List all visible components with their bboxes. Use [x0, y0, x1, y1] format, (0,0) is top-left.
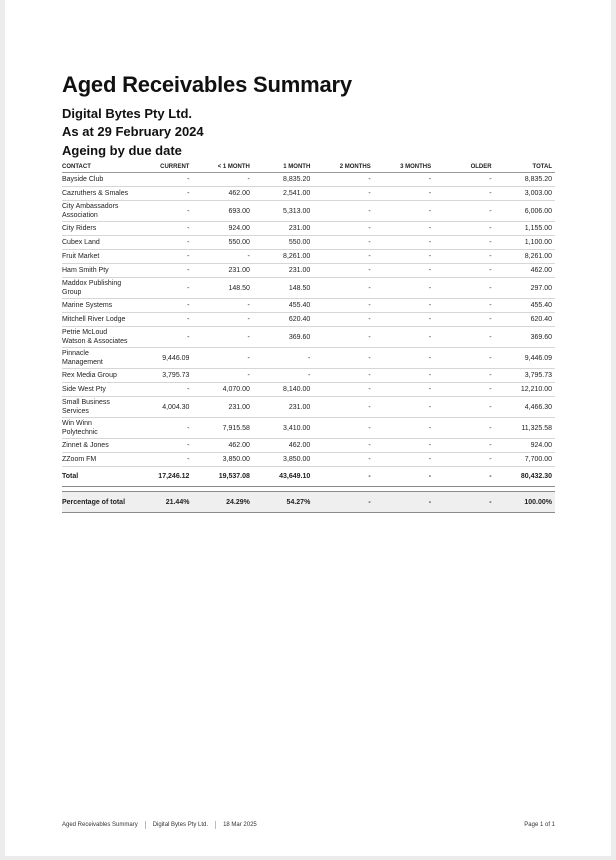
amount-cell: 7,915.58 [192, 418, 252, 439]
column-header: 1 MONTH [253, 160, 313, 173]
amount-cell: 369.60 [253, 327, 313, 348]
contact-name: Ham Smith Pty [62, 264, 132, 278]
amount-cell: - [132, 327, 192, 348]
amount-cell: 3,795.73 [495, 369, 555, 383]
amount-cell: - [313, 299, 373, 313]
amount-cell: 12,210.00 [495, 383, 555, 397]
amount-cell: 462.00 [495, 264, 555, 278]
amount-cell: 231.00 [253, 264, 313, 278]
column-header: TOTAL [495, 160, 555, 173]
amount-cell: - [434, 264, 494, 278]
amount-cell: 231.00 [192, 397, 252, 418]
amount-cell: - [313, 327, 373, 348]
amount-cell: - [313, 439, 373, 453]
amount-cell: - [313, 187, 373, 201]
amount-cell: - [313, 397, 373, 418]
amount-cell: - [374, 250, 434, 264]
amount-cell: 620.40 [253, 313, 313, 327]
amount-cell: - [434, 278, 494, 299]
amount-cell: - [192, 250, 252, 264]
amount-cell: 462.00 [192, 187, 252, 201]
amount-cell: - [313, 278, 373, 299]
table-row [62, 264, 555, 278]
amount-cell: 2,541.00 [253, 187, 313, 201]
contact-name: Pinnacle Management [62, 348, 132, 369]
amount-cell: - [192, 313, 252, 327]
contact-name: ZZoom FM [62, 453, 132, 467]
table-row [62, 299, 555, 313]
amount-cell: 9,446.09 [132, 348, 192, 369]
table-row [62, 397, 555, 418]
amount-cell: 8,835.20 [253, 173, 313, 187]
table-row [62, 369, 555, 383]
amount-cell: - [374, 187, 434, 201]
total-label: Total [62, 467, 132, 487]
amount-cell: - [434, 187, 494, 201]
amount-cell: - [192, 173, 252, 187]
amount-cell: 462.00 [253, 439, 313, 453]
table-row [62, 327, 555, 348]
amount-cell: - [313, 173, 373, 187]
amount-cell: - [374, 236, 434, 250]
amount-cell: - [434, 327, 494, 348]
percentage-cell: 54.27% [253, 492, 313, 513]
amount-cell: - [192, 348, 252, 369]
contact-name: Zinnet & Jones [62, 439, 132, 453]
percentage-cell: 100.00% [495, 492, 555, 513]
contact-name: Side West Pty [62, 383, 132, 397]
percentage-cell: 21.44% [132, 492, 192, 513]
amount-cell: - [192, 369, 252, 383]
contact-name: Cubex Land [62, 236, 132, 250]
amount-cell: 369.60 [495, 327, 555, 348]
amount-cell: - [434, 313, 494, 327]
amount-cell: - [192, 299, 252, 313]
amount-cell: - [132, 383, 192, 397]
amount-cell: 231.00 [253, 222, 313, 236]
contact-name: Rex Media Group [62, 369, 132, 383]
column-header: 2 MONTHS [313, 160, 373, 173]
table-row [62, 187, 555, 201]
amount-cell: - [434, 222, 494, 236]
table-row [62, 383, 555, 397]
amount-cell: - [374, 439, 434, 453]
report-title: Aged Receivables Summary [62, 72, 352, 97]
amount-cell: 8,140.00 [253, 383, 313, 397]
table-header-row [62, 160, 555, 173]
amount-cell: - [374, 222, 434, 236]
amount-cell: 3,410.00 [253, 418, 313, 439]
amount-cell: - [374, 327, 434, 348]
amount-cell: - [132, 201, 192, 222]
amount-cell: 11,325.58 [495, 418, 555, 439]
amount-cell: - [434, 397, 494, 418]
amount-cell: - [132, 278, 192, 299]
contact-name: Mitchell River Lodge [62, 313, 132, 327]
amount-cell: - [434, 348, 494, 369]
amount-cell: 924.00 [192, 222, 252, 236]
amount-cell: - [313, 264, 373, 278]
amount-cell: - [313, 313, 373, 327]
table-row [62, 173, 555, 187]
page-footer [62, 821, 555, 829]
amount-cell: - [313, 383, 373, 397]
amount-cell: - [434, 250, 494, 264]
total-cell: - [434, 467, 494, 487]
total-cell: 19,537.08 [192, 467, 252, 487]
contact-name: Win Winn Polytechnic [62, 418, 132, 439]
amount-cell: 231.00 [192, 264, 252, 278]
table-row [62, 313, 555, 327]
total-cell: 17,246.12 [132, 467, 192, 487]
contact-name: Marine Systems [62, 299, 132, 313]
amount-cell: 3,003.00 [495, 187, 555, 201]
amount-cell: - [374, 397, 434, 418]
contact-name: Petrie McLoud Watson & Associates [62, 327, 132, 348]
amount-cell: 3,850.00 [192, 453, 252, 467]
amount-cell: 620.40 [495, 313, 555, 327]
amount-cell: - [434, 369, 494, 383]
amount-cell: - [434, 173, 494, 187]
amount-cell: - [374, 264, 434, 278]
table-row [62, 439, 555, 453]
footer-divider [145, 821, 146, 829]
column-header: < 1 MONTH [192, 160, 252, 173]
amount-cell: - [434, 383, 494, 397]
amount-cell: - [313, 201, 373, 222]
total-cell: 43,649.10 [253, 467, 313, 487]
amount-cell: - [132, 250, 192, 264]
amount-cell: - [434, 439, 494, 453]
amount-cell: - [374, 348, 434, 369]
amount-cell: - [374, 383, 434, 397]
company-name: Digital Bytes Pty Ltd. [62, 106, 193, 121]
amount-cell: - [374, 453, 434, 467]
contact-name: Small Business Services [62, 397, 132, 418]
amount-cell: 8,835.20 [495, 173, 555, 187]
amount-cell: - [313, 369, 373, 383]
footer-page-number: Page 1 of 1 [524, 822, 555, 828]
amount-cell: 7,700.00 [495, 453, 555, 467]
amount-cell: 231.00 [253, 397, 313, 418]
amount-cell: - [374, 313, 434, 327]
amount-cell: 4,466.30 [495, 397, 555, 418]
amount-cell: 1,100.00 [495, 236, 555, 250]
total-cell: - [374, 467, 434, 487]
percentage-cell: - [313, 492, 373, 513]
footer-divider [215, 821, 216, 829]
amount-cell: - [132, 418, 192, 439]
amount-cell: 8,261.00 [253, 250, 313, 264]
amount-cell: - [132, 453, 192, 467]
amount-cell: 4,004.30 [132, 397, 192, 418]
amount-cell: - [253, 369, 313, 383]
amount-cell: - [313, 236, 373, 250]
amount-cell: - [374, 278, 434, 299]
table-row [62, 418, 555, 439]
amount-cell: - [313, 250, 373, 264]
column-header: 3 MONTHS [374, 160, 434, 173]
amount-cell: 3,850.00 [253, 453, 313, 467]
amount-cell: 455.40 [495, 299, 555, 313]
amount-cell: 1,155.00 [495, 222, 555, 236]
amount-cell: 924.00 [495, 439, 555, 453]
amount-cell: - [313, 348, 373, 369]
table-row [62, 453, 555, 467]
amount-cell: - [434, 299, 494, 313]
contact-name: Bayside Club [62, 173, 132, 187]
table-row [62, 222, 555, 236]
amount-cell: - [374, 418, 434, 439]
contact-name: City Ambassadors Association [62, 201, 132, 222]
amount-cell: 693.00 [192, 201, 252, 222]
amount-cell: 462.00 [192, 439, 252, 453]
table-row [62, 278, 555, 299]
column-header: CONTACT [62, 160, 132, 173]
contact-name: Cazruthers & Smales [62, 187, 132, 201]
report-page [5, 0, 611, 856]
amount-cell: - [192, 327, 252, 348]
amount-cell: - [313, 453, 373, 467]
amount-cell: 9,446.09 [495, 348, 555, 369]
column-header: OLDER [434, 160, 494, 173]
amount-cell: - [132, 236, 192, 250]
contact-name: Fruit Market [62, 250, 132, 264]
amount-cell: - [434, 236, 494, 250]
amount-cell: - [132, 313, 192, 327]
amount-cell: - [374, 369, 434, 383]
amount-cell: 550.00 [192, 236, 252, 250]
amount-cell: 550.00 [253, 236, 313, 250]
amount-cell: 455.40 [253, 299, 313, 313]
total-cell: - [313, 467, 373, 487]
total-cell: 80,432.30 [495, 467, 555, 487]
column-header: CURRENT [132, 160, 192, 173]
amount-cell: - [132, 439, 192, 453]
aged-receivables-table [62, 160, 555, 513]
amount-cell: - [253, 348, 313, 369]
percentage-cell: 24.29% [192, 492, 252, 513]
percentage-cell: - [374, 492, 434, 513]
footer-company: Digital Bytes Pty Ltd. [152, 822, 209, 828]
amount-cell: 148.50 [192, 278, 252, 299]
as-at-date: As at 29 February 2024 [62, 124, 204, 139]
amount-cell: - [374, 201, 434, 222]
footer-date: 18 Mar 2025 [223, 822, 257, 828]
contact-name: City Riders [62, 222, 132, 236]
amount-cell: 297.00 [495, 278, 555, 299]
table-row [62, 250, 555, 264]
table-row [62, 236, 555, 250]
table-row [62, 201, 555, 222]
amount-cell: - [434, 201, 494, 222]
amount-cell: - [313, 418, 373, 439]
amount-cell: - [374, 173, 434, 187]
amount-cell: - [313, 222, 373, 236]
amount-cell: - [132, 222, 192, 236]
amount-cell: 148.50 [253, 278, 313, 299]
amount-cell: 6,006.00 [495, 201, 555, 222]
contact-name: Maddox Publishing Group [62, 278, 132, 299]
amount-cell: - [132, 264, 192, 278]
percentage-label: Percentage of total [62, 492, 132, 513]
amount-cell: - [132, 187, 192, 201]
amount-cell: - [434, 453, 494, 467]
amount-cell: - [132, 299, 192, 313]
percentage-row [62, 492, 555, 513]
table-body [62, 173, 555, 467]
ageing-basis: Ageing by due date [62, 143, 182, 158]
total-row [62, 467, 555, 487]
amount-cell: - [374, 299, 434, 313]
amount-cell: 4,070.00 [192, 383, 252, 397]
footer-report-name: Aged Receivables Summary [62, 822, 138, 828]
percentage-cell: - [434, 492, 494, 513]
amount-cell: 5,313.00 [253, 201, 313, 222]
table-row [62, 348, 555, 369]
amount-cell: 3,795.73 [132, 369, 192, 383]
amount-cell: - [132, 173, 192, 187]
amount-cell: 8,261.00 [495, 250, 555, 264]
amount-cell: - [434, 418, 494, 439]
